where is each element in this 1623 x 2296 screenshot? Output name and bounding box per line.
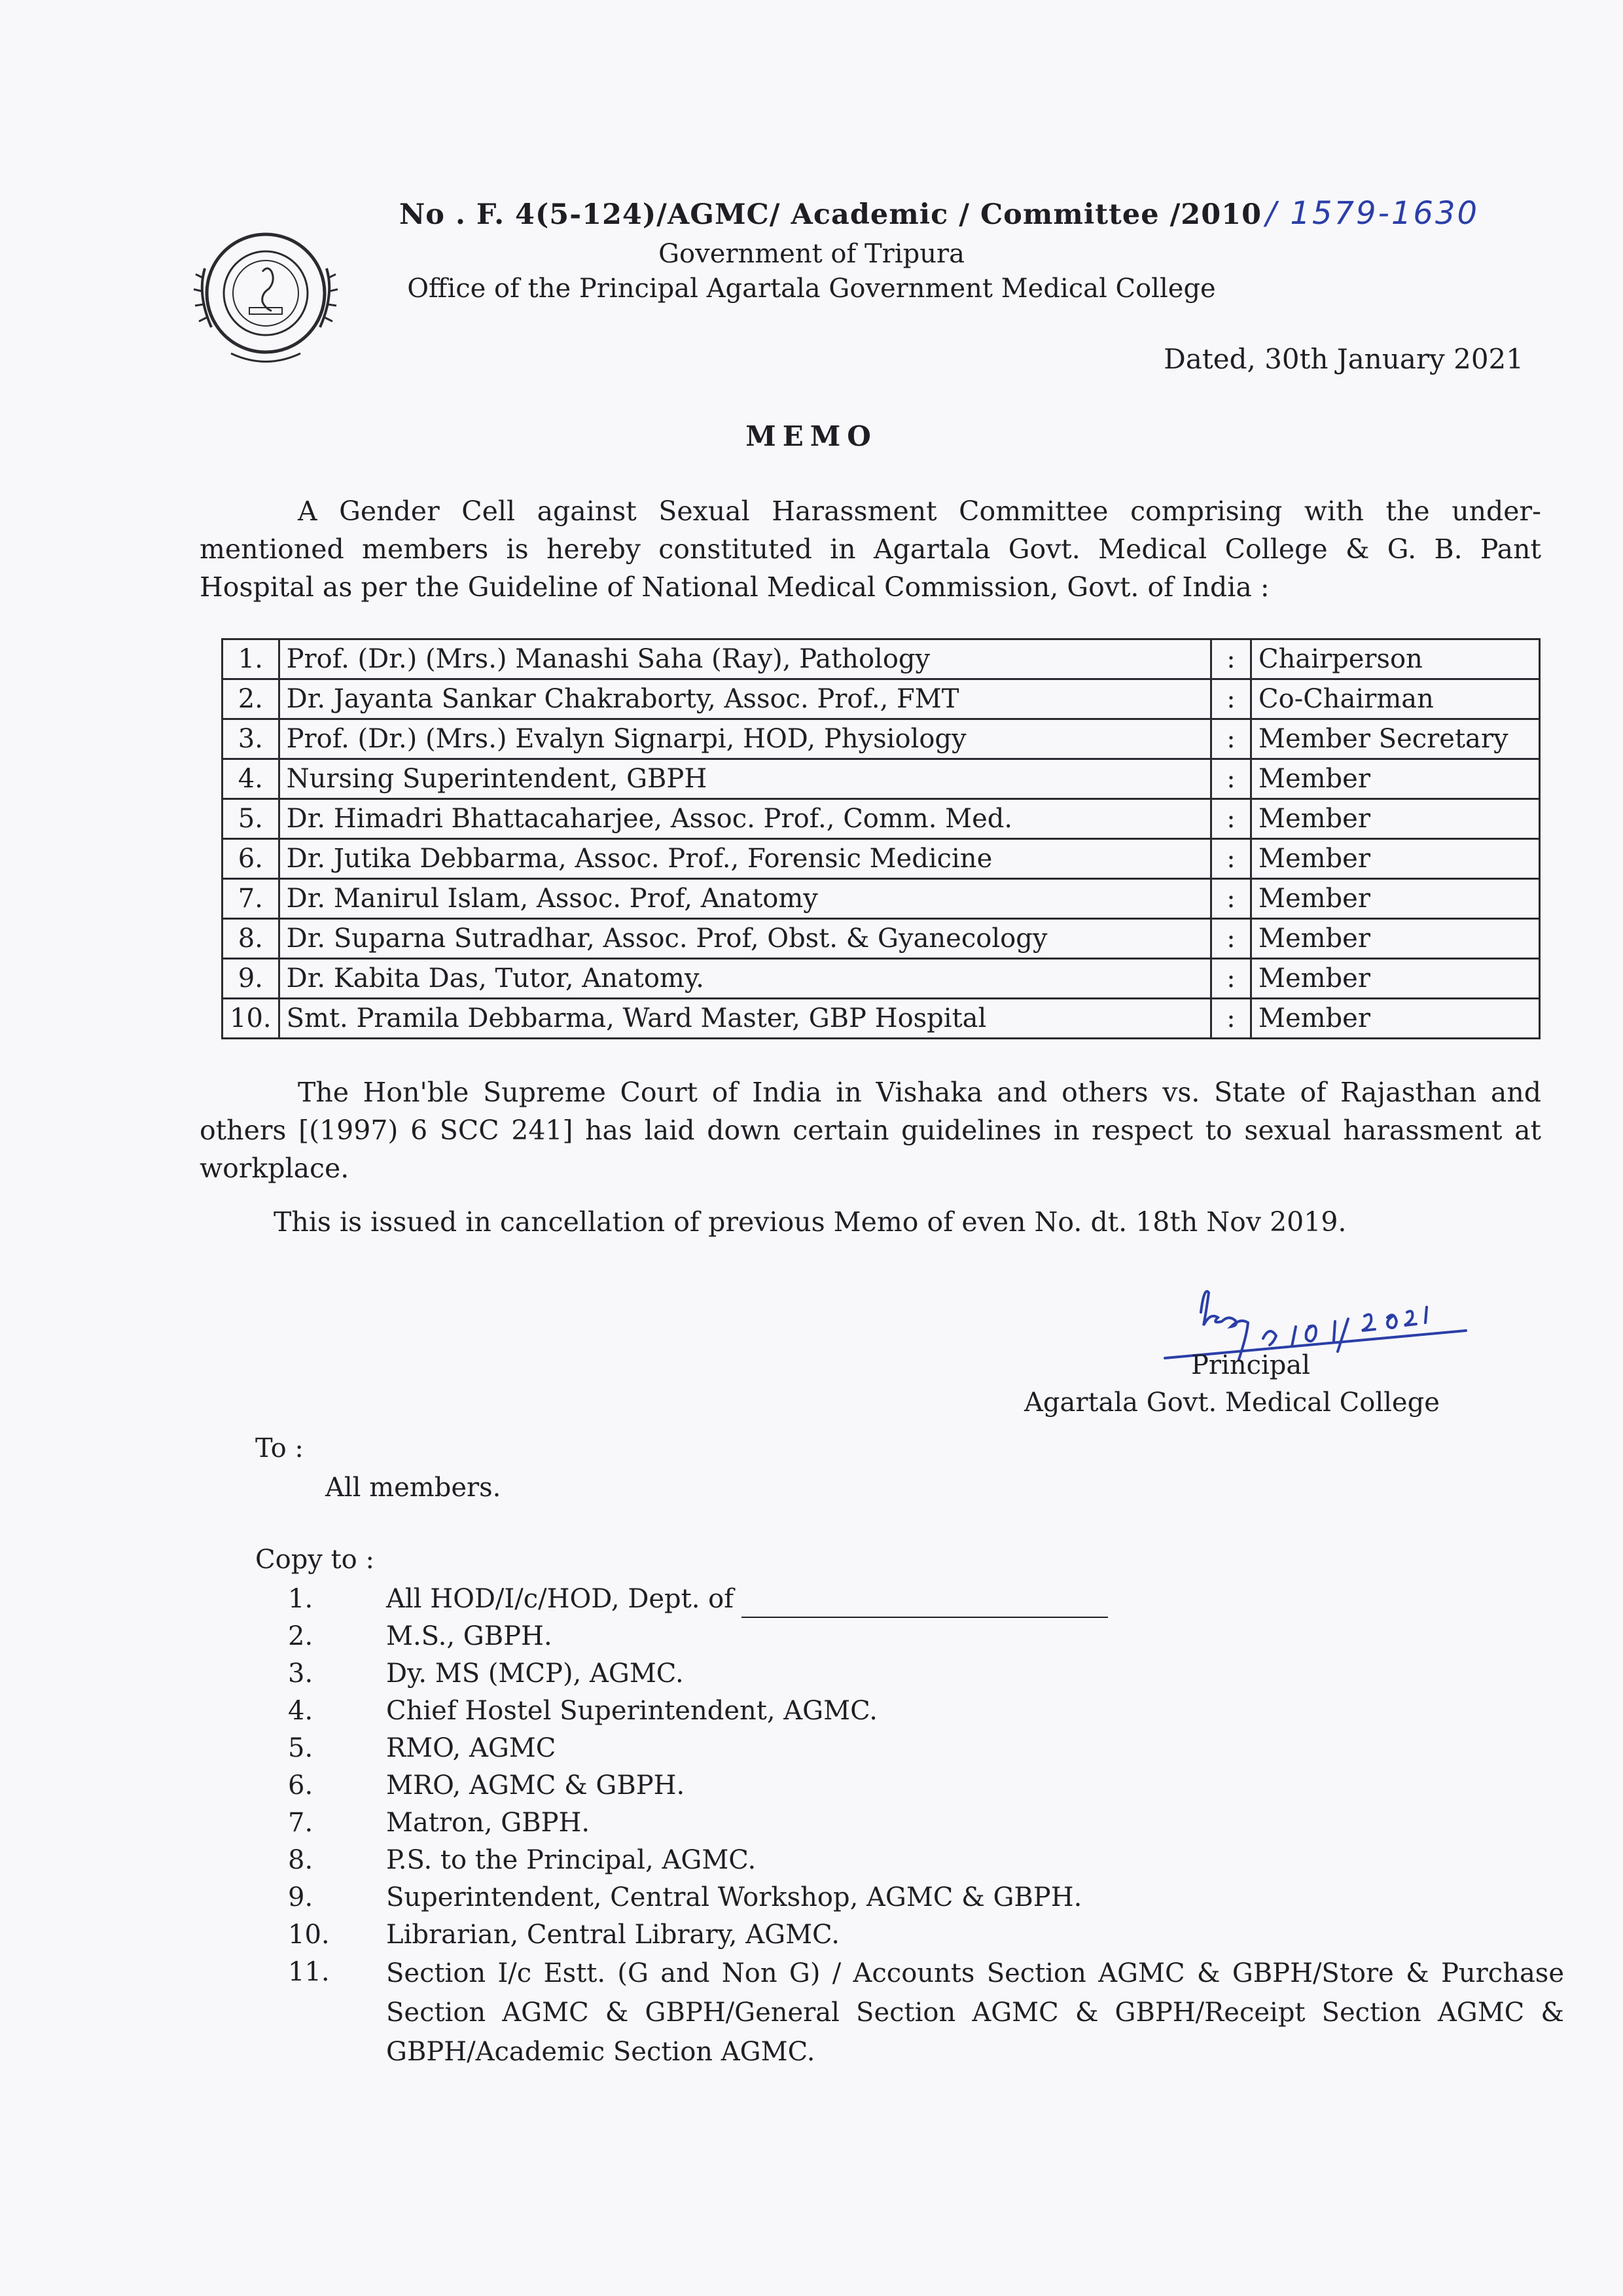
- member-name: Dr. Manirul Islam, Assoc. Prof, Anatomy: [279, 879, 1211, 919]
- copy-to-item: [288, 1804, 1564, 1842]
- government-line: Government of Tripura: [658, 239, 965, 269]
- member-role: Member: [1251, 959, 1540, 999]
- member-role: Member: [1251, 759, 1540, 799]
- copy-to-item: [288, 1730, 1564, 1767]
- member-row: [223, 919, 1540, 959]
- member-role: Member: [1251, 879, 1540, 919]
- member-name: Nursing Superintendent, GBPH: [279, 759, 1211, 799]
- member-role: Member: [1251, 799, 1540, 839]
- to-recipients: All members.: [325, 1473, 501, 1503]
- member-name: Dr. Himadri Bhattacaharjee, Assoc. Prof., Comm. Med.: [279, 799, 1211, 839]
- copy-to-item: [288, 1693, 1564, 1730]
- member-role: Member: [1251, 999, 1540, 1039]
- copy-to-item: [288, 1916, 1564, 1954]
- member-name: Prof. (Dr.) (Mrs.) Evalyn Signarpi, HOD, Physiology: [279, 719, 1211, 759]
- member-role: Member Secretary: [1251, 719, 1540, 759]
- copy-to-item: [288, 1655, 1564, 1693]
- member-number: 6.: [223, 839, 279, 879]
- copy-to-item-text: Dy. MS (MCP), AGMC.: [386, 1659, 684, 1689]
- department-blank-line: [741, 1594, 1108, 1618]
- copy-to-item-number: 7.: [288, 1808, 313, 1838]
- copy-to-item-text: P.S. to the Principal, AGMC.: [386, 1845, 757, 1875]
- copy-to-item: [288, 1767, 1564, 1804]
- member-role: Chairperson: [1251, 639, 1540, 679]
- member-row: [223, 999, 1540, 1039]
- member-name: Dr. Suparna Sutradhar, Assoc. Prof, Obst. & Gyanecology: [279, 919, 1211, 959]
- copy-to-item-text: All HOD/I/c/HOD, Dept. of: [386, 1584, 734, 1614]
- member-separator: :: [1211, 959, 1251, 999]
- member-number: 8.: [223, 919, 279, 959]
- copy-to-item: [288, 1618, 1564, 1655]
- member-number: 7.: [223, 879, 279, 919]
- copy-to-item-text: RMO, AGMC: [386, 1733, 556, 1763]
- to-label: To :: [255, 1433, 304, 1463]
- copy-to-item-number: 1.: [288, 1584, 313, 1614]
- copy-to-item-number: 11.: [288, 1957, 330, 1987]
- copy-to-list: [288, 1581, 1564, 2072]
- copy-to-item-text: Superintendent, Central Workshop, AGMC & GBPH.: [386, 1882, 1082, 1912]
- member-row: [223, 879, 1540, 919]
- supreme-court-paragraph: The Hon'ble Supreme Court of India in Vishaka and others vs. State of Rajasthan and others [(1997) 6 SCC 241] has laid down certain guidelines in respect to sexual harassment at workplace.: [200, 1077, 1541, 1184]
- member-name: Dr. Jayanta Sankar Chakraborty, Assoc. Prof., FMT: [279, 679, 1211, 719]
- copy-to-item-text: Section I/c Estt. (G and Non G) / Accounts Section AGMC & GBPH/Store & Purchase Section AGMC & GBPH/General Section AGMC & GBPH/Receipt Section AGMC & GBPH/Academic Section AGMC.: [386, 1958, 1564, 2067]
- member-number: 2.: [223, 679, 279, 719]
- copy-to-item: [288, 1842, 1564, 1879]
- member-separator: :: [1211, 719, 1251, 759]
- intro-paragraph: A Gender Cell against Sexual Harassment Committee comprising with the under-mentioned members is hereby constituted in Agartala Govt. Medical College & G. B. Pant Hospital as per the Guideline of National Medical Commission, Govt. of India :: [200, 495, 1541, 603]
- member-name: Prof. (Dr.) (Mrs.) Manashi Saha (Ray), Pathology: [279, 639, 1211, 679]
- handwritten-reference-number: / 1579-1630: [1265, 195, 1480, 232]
- member-separator: :: [1211, 759, 1251, 799]
- file-number: [399, 195, 1479, 232]
- member-separator: :: [1211, 919, 1251, 959]
- copy-to-item-number: 5.: [288, 1733, 313, 1763]
- copy-to-item: [288, 1954, 1564, 2072]
- office-line: Office of the Principal Agartala Government Medical College: [407, 274, 1216, 304]
- member-separator: :: [1211, 679, 1251, 719]
- copy-to-label: Copy to :: [255, 1545, 374, 1575]
- copy-to-item-number: 4.: [288, 1696, 313, 1726]
- member-name: Dr. Jutika Debbarma, Assoc. Prof., Forensic Medicine: [279, 839, 1211, 879]
- member-separator: :: [1211, 879, 1251, 919]
- copy-to-item: [288, 1879, 1564, 1916]
- copy-to-item: [288, 1581, 1564, 1618]
- copy-to-item-text: Matron, GBPH.: [386, 1808, 590, 1838]
- member-number: 5.: [223, 799, 279, 839]
- member-separator: :: [1211, 999, 1251, 1039]
- signatory-institution: Agartala Govt. Medical College: [1024, 1388, 1440, 1418]
- member-name: Dr. Kabita Das, Tutor, Anatomy.: [279, 959, 1211, 999]
- copy-to-item-text: M.S., GBPH.: [386, 1621, 552, 1651]
- member-name: Smt. Pramila Debbarma, Ward Master, GBP Hospital: [279, 999, 1211, 1039]
- member-row: [223, 799, 1540, 839]
- copy-to-item-number: 6.: [288, 1770, 313, 1801]
- file-number-text: No . F. 4(5-124)/AGMC/ Academic / Committee /2010: [399, 198, 1262, 231]
- copy-to-item-number: 10.: [288, 1920, 330, 1950]
- member-row: [223, 759, 1540, 799]
- member-row: [223, 639, 1540, 679]
- memo-title: MEMO: [745, 420, 878, 452]
- member-row: [223, 839, 1540, 879]
- copy-to-item-text: Chief Hostel Superintendent, AGMC.: [386, 1696, 878, 1726]
- copy-to-item-text: Librarian, Central Library, AGMC.: [386, 1920, 840, 1950]
- member-number: 3.: [223, 719, 279, 759]
- member-number: 4.: [223, 759, 279, 799]
- copy-to-item-text: MRO, AGMC & GBPH.: [386, 1770, 685, 1801]
- copy-to-item-number: 3.: [288, 1659, 313, 1689]
- member-row: [223, 679, 1540, 719]
- cancellation-paragraph: This is issued in cancellation of previous Memo of even No. dt. 18th Nov 2019.: [274, 1206, 1347, 1238]
- copy-to-item-number: 8.: [288, 1845, 313, 1875]
- member-row: [223, 719, 1540, 759]
- copy-to-item-number: 2.: [288, 1621, 313, 1651]
- member-number: 10.: [223, 999, 279, 1039]
- member-role: Co-Chairman: [1251, 679, 1540, 719]
- committee-members-table: [221, 638, 1541, 1039]
- signatory-designation: Principal: [1191, 1350, 1311, 1380]
- member-separator: :: [1211, 799, 1251, 839]
- member-number: 1.: [223, 639, 279, 679]
- member-separator: :: [1211, 839, 1251, 879]
- member-separator: :: [1211, 639, 1251, 679]
- member-role: Member: [1251, 919, 1540, 959]
- copy-to-item-number: 9.: [288, 1882, 313, 1912]
- member-row: [223, 959, 1540, 999]
- member-number: 9.: [223, 959, 279, 999]
- member-role: Member: [1251, 839, 1540, 879]
- memo-date: Dated, 30th January 2021: [1164, 343, 1524, 375]
